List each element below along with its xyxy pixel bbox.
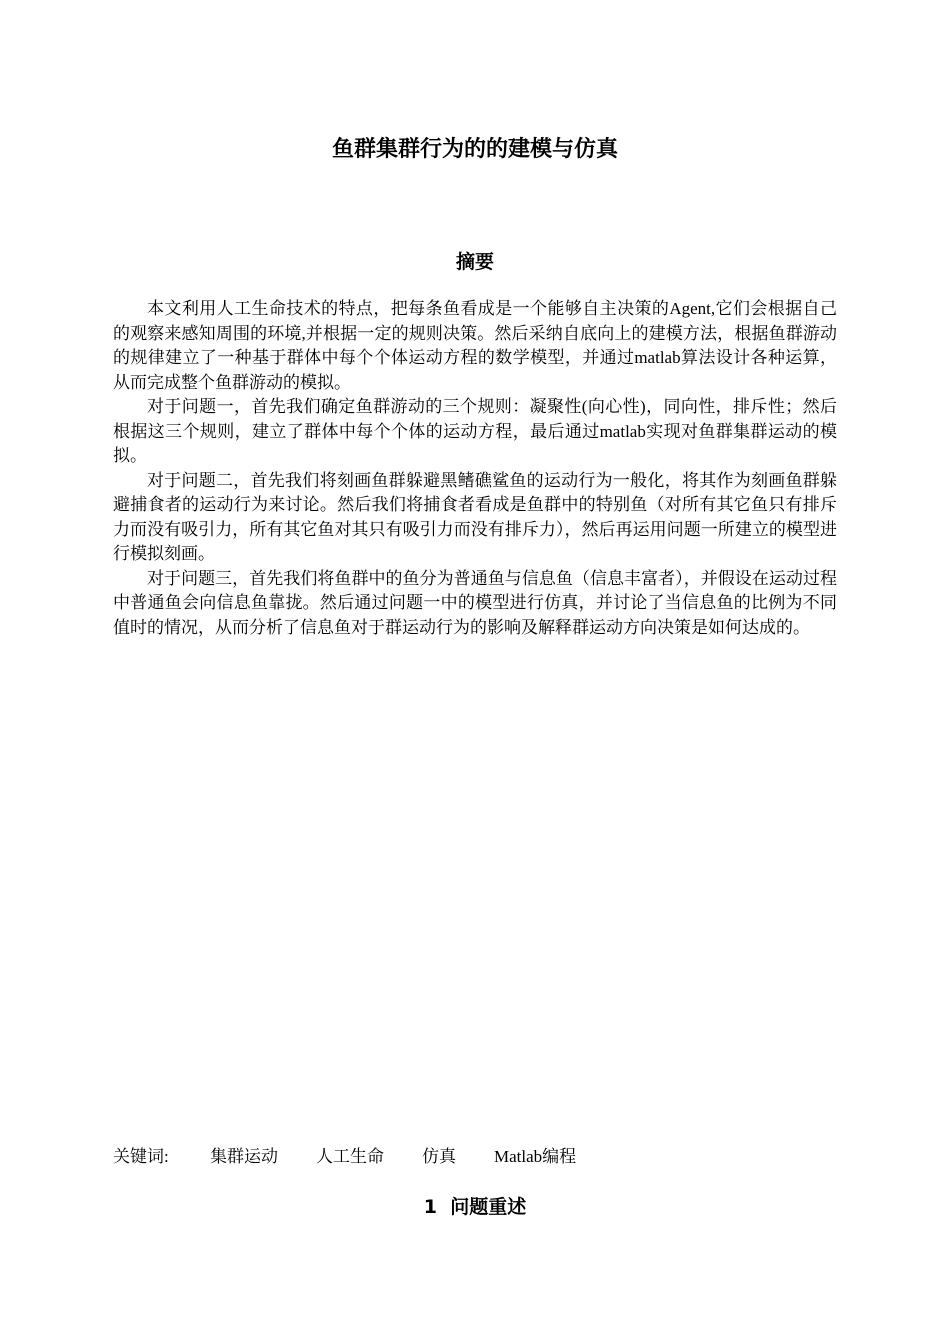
document-title: 鱼群集群行为的的建模与仿真 [331,137,618,162]
keyword-item: 仿真 [422,1147,456,1166]
keyword-item: 集群运动 [210,1147,278,1166]
section-title: 问题重述 [450,1196,527,1218]
abstract-paragraph-1: 本文利用人工生命技术的特点，把每条鱼看成是一个能够自主决策的Agent,它们会根据自己的观察来感知周围的环境,并根据一定的规则决策。然后采纳自底向上的建模方法，根据鱼群游动的规律建立了一种基于群体中每个个体运动方程的数学模型，并通过matlab算法设计各种运算， 从而完成整个鱼群游动的模拟。 [113,299,837,392]
keyword-item: 人工生命 [316,1147,384,1166]
section-number: 1 [423,1196,437,1218]
section-heading [0,1192,950,1222]
keywords-line [113,1144,837,1170]
keywords-label: 关键词: [113,1147,169,1166]
abstract-paragraph-4: 对于问题三，首先我们将鱼群中的鱼分为普通鱼与信息鱼（信息丰富者），并假设在运动过程中普通鱼会向信息鱼靠拢。然后通过问题一中的模型进行仿真，并讨论了当信息鱼的比例为不同值时的情况，从而分析了信息鱼对于群运动行为的影响及解释群运动方向决策是如何达成的。 [113,568,837,637]
abstract-paragraph-3: 对于问题二，首先我们将刻画鱼群躲避黑鳍礁鲨鱼的运动行为一般化，将其作为刻画鱼群躲避捕食者的运动行为来讨论。然后我们将捕食者看成是鱼群中的特别鱼（对所有其它鱼只有排斥力而没有吸引力，所有其它鱼对其只有吸引力而没有排斥力），然后再运用问题一所建立的模型进行模拟刻画。 [113,470,837,563]
abstract-body [113,297,837,640]
abstract-heading: 摘要 [455,251,494,273]
keyword-item: Matlab编程 [494,1147,577,1166]
abstract-paragraph-2: 对于问题一，首先我们确定鱼群游动的三个规则：凝聚性(向心性)，同向性，排斥性；然后根据这三个规则，建立了群体中每个个体的运动方程，最后通过matlab实现对鱼群集群运动的模拟。 [113,397,837,465]
